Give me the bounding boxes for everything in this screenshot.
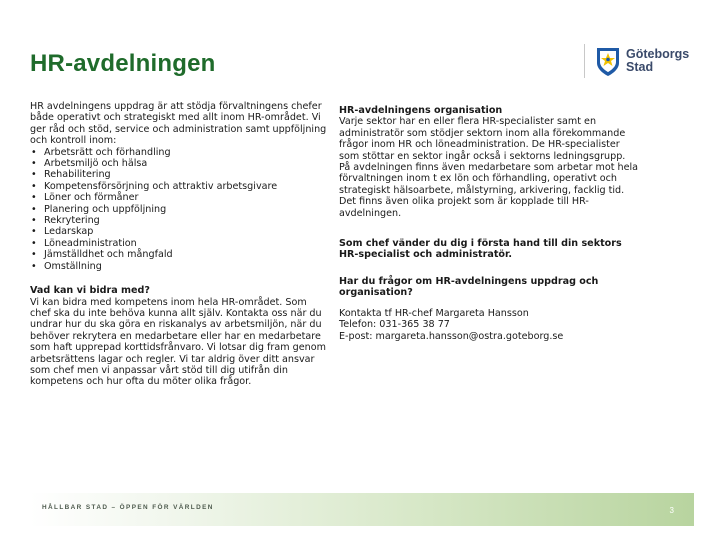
list-item: • Arbetsrätt och förhandling bbox=[30, 147, 330, 158]
contact-name: Kontakta tf HR-chef Margareta Hansson bbox=[339, 307, 529, 319]
list-item: • Kompetensförsörjning och attraktiv arbetsgivare bbox=[30, 181, 330, 192]
contact-instruction: Som chef vänder du dig i första hand till din sektors HR-specialist och administratör. bbox=[339, 238, 622, 261]
list-item: • Löneadministration bbox=[30, 238, 330, 249]
logo-text bbox=[626, 48, 689, 74]
responsibility-list bbox=[30, 147, 330, 272]
organisation-paragraph: Varje sektor har en eller flera HR-specialister samt en administratör som stödjer sektorn inom alla förekommande frågor inom HR och löneadministration. De HR-specialister som stöttar en sektor ingår också i sektorns ledningsgrupp. På avdelningen finns även medarbetare som arbetar mot hela förvaltningen inom t ex lön och förhandling, operativt och strategiskt hälsoarbete, målstyrning, arkivering, facklig tid. Det finns även olika projekt som är kopplade till HR-avdelningen. bbox=[339, 116, 639, 219]
left-column bbox=[30, 101, 330, 388]
contact-email: E-post: margareta.hansson@ostra.goteborg.se bbox=[339, 330, 564, 342]
logo-text-line2: Stad bbox=[626, 60, 654, 74]
footer-slogan: HÅLLBAR STAD – ÖPPEN FÖR VÄRLDEN bbox=[42, 504, 214, 511]
section-heading: Har du frågor om HR-avdelningens uppdrag och organisation? bbox=[339, 275, 599, 299]
list-item: • Omställning bbox=[30, 261, 330, 272]
list-item: • Löner och förmåner bbox=[30, 192, 330, 203]
spacer bbox=[339, 219, 639, 238]
contribution-paragraph: Vi kan bidra med kompetens inom hela HR-området. Som chef ska du inte behöva kunna allt själv. Kontakta oss när du undrar hur du ska göra en riskanalys av arbetsmiljön, när du behöver rekrytera en medarbetare eller har en medarbetare som haft upprepad korttidsfrånvaro. Vi lotsar dig fram genom arbetsrättens lagar och regler. Vi tar aldrig över ditt ansvar som chef men vi anpassar vårt stöd till dig utifrån din kompetens och hur ofta du möter olika frågor. bbox=[30, 296, 326, 388]
logo-divider bbox=[584, 44, 585, 78]
section-heading: HR-avdelningens organisation bbox=[339, 105, 503, 116]
list-item: • Ledarskap bbox=[30, 226, 330, 237]
contact-phone: Telefon: 031-365 38 77 bbox=[339, 319, 450, 331]
spacer bbox=[30, 272, 330, 285]
section-heading: Vad kan vi bidra med? bbox=[30, 285, 150, 297]
logo-text-line1: Göteborgs bbox=[626, 47, 690, 61]
spacer bbox=[339, 261, 639, 276]
page-number: 3 bbox=[669, 506, 674, 515]
list-item: • Rekrytering bbox=[30, 215, 330, 226]
list-item: • Jämställdhet och mångfald bbox=[30, 249, 330, 260]
page-title: HR-avdelningen bbox=[30, 50, 216, 77]
right-column bbox=[339, 105, 639, 342]
list-item: • Planering och uppföljning bbox=[30, 204, 330, 215]
footer-bar bbox=[30, 493, 694, 526]
list-item: • Rehabilitering bbox=[30, 169, 330, 180]
intro-paragraph: HR avdelningens uppdrag är att stödja förvaltningens chefer både operativt och strategiskt med allt inom HR-området. Vi ger råd och stöd, service och administration samt uppföljning och kontroll inom: bbox=[30, 101, 327, 147]
goteborgs-stad-crest-icon bbox=[594, 46, 622, 78]
goteborgs-stad-logo bbox=[594, 46, 694, 80]
spacer bbox=[339, 299, 639, 308]
list-item: • Arbetsmiljö och hälsa bbox=[30, 158, 330, 169]
